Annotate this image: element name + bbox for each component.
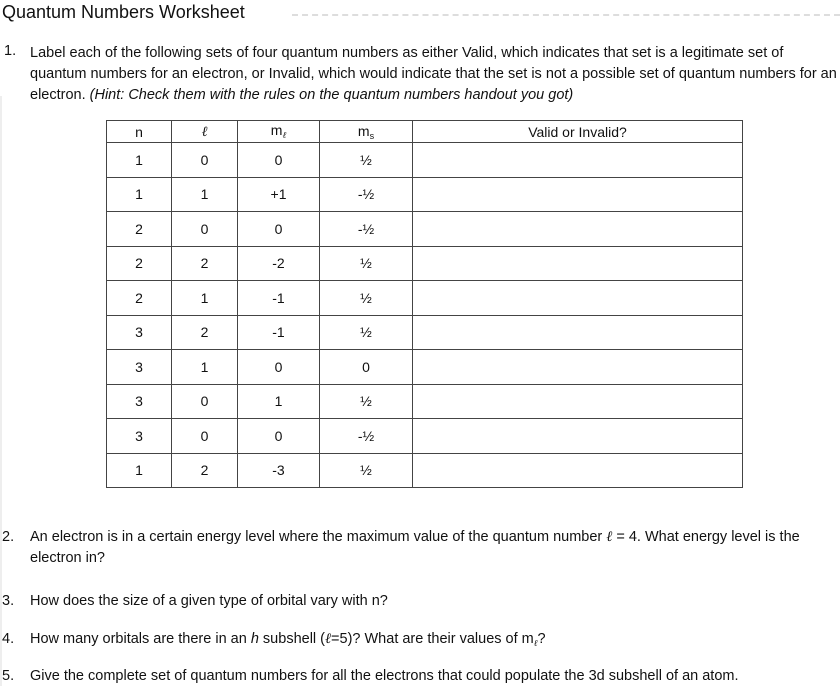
table-row (107, 315, 743, 350)
cell-valid-answer[interactable] (413, 384, 743, 419)
cell-ms: -½ (320, 419, 413, 454)
cell-valid-answer[interactable] (413, 143, 743, 178)
cell-ms: ½ (320, 315, 413, 350)
question-2-number: 2. (2, 529, 15, 545)
question-3-text: How does the size of a given type of orbital vary with n? (30, 593, 388, 609)
question-5-text: Give the complete set of quantum numbers for all the electrons that could populate the 3d subshell of an atom. (30, 668, 739, 684)
cell-ms: ½ (320, 384, 413, 419)
table-row (107, 177, 743, 212)
cell-ml: 1 (238, 384, 320, 419)
cell-valid-answer[interactable] (413, 212, 743, 247)
cell-ms: ½ (320, 246, 413, 281)
question-3-number: 3. (2, 593, 15, 609)
question-1-hint: (Hint: Check them with the rules on the quantum numbers handout you got) (89, 87, 574, 103)
question-1-body: Label each of the following sets of four quantum numbers as either Valid, which indicates that set is a legitimate set of quantum numbers for an electron, or Invalid, which would indicate that the set is not a possible set of quantum numbers for an electron. (30, 45, 837, 103)
table-row (107, 350, 743, 385)
cell-ms: ½ (320, 453, 413, 488)
question-1-text (30, 43, 838, 106)
question-4-ell: ℓ (325, 631, 332, 647)
header-valid: Valid or Invalid? (413, 121, 743, 143)
cell-ml: +1 (238, 177, 320, 212)
cell-ml: 0 (238, 143, 320, 178)
cell-l: 0 (172, 143, 238, 178)
page-title: Quantum Numbers Worksheet (2, 2, 245, 22)
table-row (107, 143, 743, 178)
cell-l: 0 (172, 384, 238, 419)
cell-ms: ½ (320, 281, 413, 316)
cell-valid-answer[interactable] (413, 453, 743, 488)
cell-ms: ½ (320, 143, 413, 178)
question-4-number: 4. (2, 631, 15, 647)
cell-ml: 0 (238, 212, 320, 247)
header-ml (238, 121, 320, 143)
table-row (107, 281, 743, 316)
question-2-text-a: An electron is in a certain energy level where the maximum value of the quantum number (30, 529, 607, 545)
cell-ml: 0 (238, 419, 320, 454)
cell-n: 1 (107, 177, 172, 212)
cell-l: 1 (172, 350, 238, 385)
decorative-dashed-line (292, 14, 840, 16)
cell-valid-answer[interactable] (413, 281, 743, 316)
cell-ml: -1 (238, 281, 320, 316)
cell-ml: 0 (238, 350, 320, 385)
table-row (107, 419, 743, 454)
table-row (107, 453, 743, 488)
cell-n: 3 (107, 315, 172, 350)
cell-valid-answer[interactable] (413, 315, 743, 350)
cell-l: 1 (172, 177, 238, 212)
header-ms (320, 121, 413, 143)
cell-n: 3 (107, 419, 172, 454)
table-row (107, 212, 743, 247)
table-row (107, 246, 743, 281)
cell-valid-answer[interactable] (413, 246, 743, 281)
cell-ms: 0 (320, 350, 413, 385)
cell-n: 2 (107, 212, 172, 247)
question-2-text-b: = 4. What energy level is the electron in? (30, 529, 800, 566)
cell-ms: -½ (320, 177, 413, 212)
cell-l: 2 (172, 246, 238, 281)
question-2-ell: ℓ (606, 529, 613, 545)
cell-valid-answer[interactable] (413, 350, 743, 385)
cell-n: 1 (107, 453, 172, 488)
cell-valid-answer[interactable] (413, 177, 743, 212)
cell-l: 2 (172, 453, 238, 488)
cell-valid-answer[interactable] (413, 419, 743, 454)
table-row (107, 384, 743, 419)
header-l-symbol: ℓ (201, 123, 208, 140)
cell-n: 3 (107, 350, 172, 385)
cell-ml: -1 (238, 315, 320, 350)
header-ms-base: m (357, 122, 370, 139)
header-ml-base: m (270, 122, 283, 138)
cell-l: 1 (172, 281, 238, 316)
question-4-text-b: subshell ( (258, 631, 325, 647)
header-n: n (107, 121, 172, 143)
cell-ms: -½ (320, 212, 413, 247)
question-4-text-c: =5)? What are their values of m (331, 631, 534, 647)
quantum-numbers-table (106, 120, 743, 488)
table-header-row (107, 121, 743, 143)
cell-n: 3 (107, 384, 172, 419)
header-ms-sub: s (369, 130, 375, 141)
question-4-h: h (250, 631, 259, 647)
question-4-text-d: ? (537, 631, 546, 647)
cell-n: 1 (107, 143, 172, 178)
question-1-number: 1. (4, 43, 17, 59)
cell-l: 2 (172, 315, 238, 350)
header-l (172, 121, 238, 143)
cell-ml: -2 (238, 246, 320, 281)
question-4-text-a: How many orbitals are there in an (30, 631, 251, 647)
question-5-number: 5. (2, 668, 15, 684)
question-2-text (30, 527, 838, 569)
cell-l: 0 (172, 419, 238, 454)
question-4-text (30, 629, 546, 655)
cell-ml: -3 (238, 453, 320, 488)
cell-l: 0 (172, 212, 238, 247)
header-ml-sub: ℓ (282, 131, 287, 141)
cell-n: 2 (107, 246, 172, 281)
question-4-sub: ℓ (533, 639, 538, 649)
cell-n: 2 (107, 281, 172, 316)
